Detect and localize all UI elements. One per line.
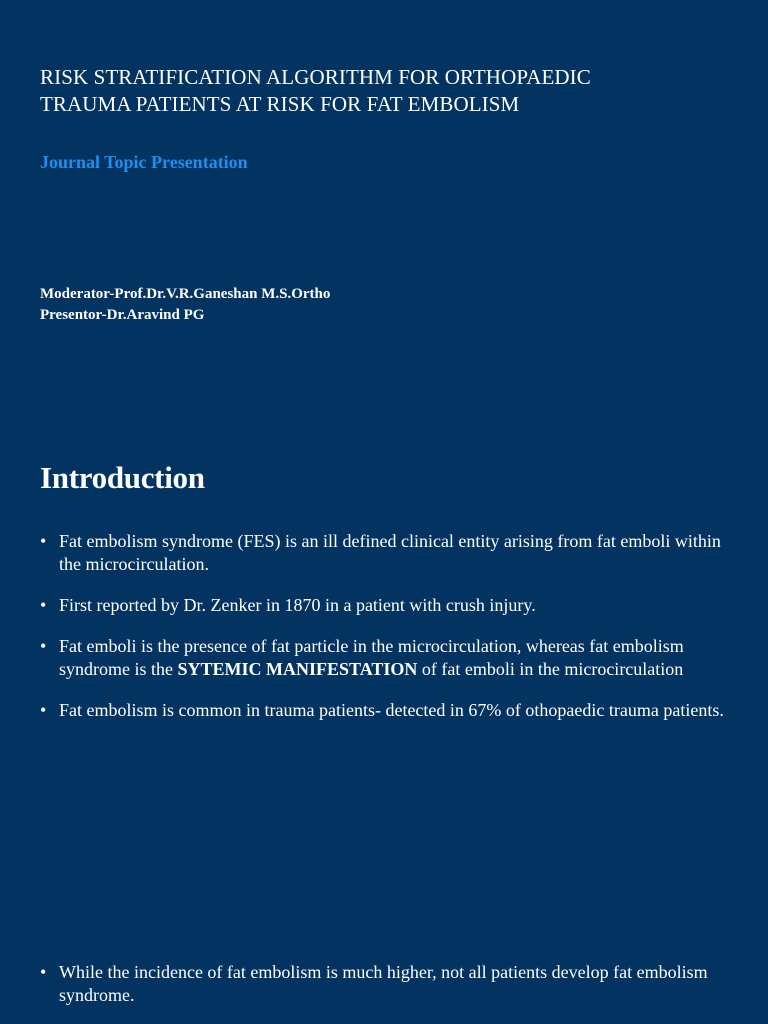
bullet-text: While the incidence of fat embolism is much higher, not all patients develop fat embolism syndrome. (59, 962, 708, 1005)
bullet-item-3 (40, 635, 735, 681)
bullet-dot-icon: • (40, 636, 47, 656)
introduction-heading: Introduction (40, 460, 205, 495)
bullet-item-1 (40, 530, 735, 576)
bullet-text-part-2: of fat emboli in the microcirculation (417, 659, 684, 679)
title-slide (0, 0, 768, 430)
bullet-text: Fat embolism syndrome (FES) is an ill defined clinical entity arising from fat emboli within the microcirculation. (59, 531, 721, 574)
bullet-dot-icon: • (40, 595, 47, 615)
bullet-emphasis: SYTEMIC MANIFESTATION (177, 659, 418, 679)
slide-subtitle: Journal Topic Presentation (40, 152, 248, 172)
introduction-bullet-list (40, 530, 735, 740)
bullet-dot-icon: • (40, 700, 47, 720)
bullet-text: First reported by Dr. Zenker in 1870 in a patient with crush injury. (59, 595, 536, 615)
presentation-credits (40, 284, 330, 326)
bullet-item-5 (40, 961, 754, 1007)
bullet-dot-icon: • (40, 962, 47, 982)
bullet-dot-icon: • (40, 531, 47, 551)
introduction-slide (0, 430, 768, 1024)
slide-title-line-1: RISK STRATIFICATION ALGORITHM FOR ORTHOPAEDIC (40, 65, 591, 89)
slide-title (40, 64, 730, 118)
slide-title-line-2: TRAUMA PATIENTS AT RISK FOR FAT EMBOLISM (40, 92, 520, 116)
bullet-text: Fat embolism is common in trauma patients- detected in 67% of othopaedic trauma patients. (59, 700, 724, 720)
bullet-item-4 (40, 699, 735, 722)
presentor-line: Presentor-Dr.Aravind PG (40, 307, 205, 323)
bullet-text-part-1: Fat emboli is the presence of fat particle in the microcirculation, whereas fat embolism syndrome is the (59, 636, 684, 679)
bullet-item-2 (40, 594, 735, 617)
moderator-line: Moderator-Prof.Dr.V.R.Ganeshan M.S.Ortho (40, 286, 331, 302)
